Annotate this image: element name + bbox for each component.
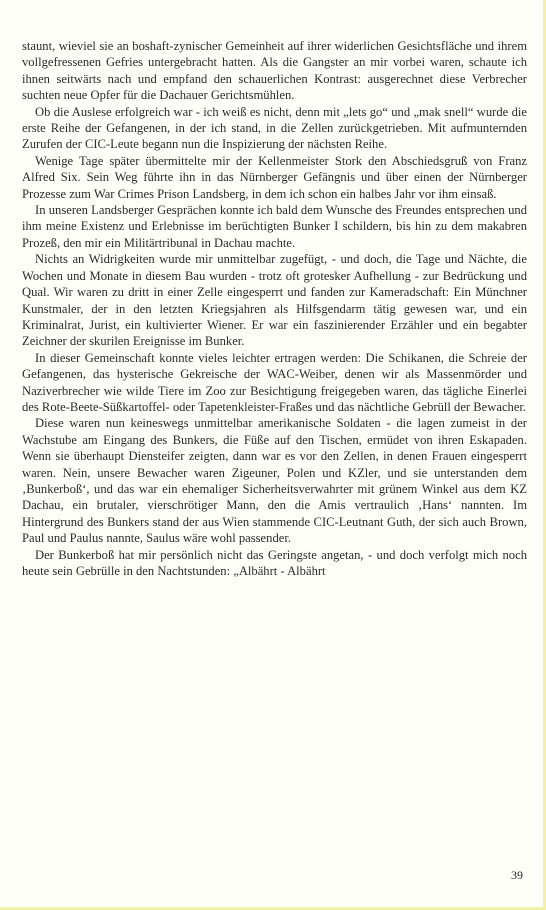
paragraph-7: Diese waren nun keineswegs unmittelbar amerikanische Soldaten - die lagen zumeist in der Wachstube am Eingang des Bunkers, die Füße auf den Tischen, ermüdet von ihren Eskapaden. Wenn sie überhaupt Diensteifer zeigten, dann war es vor den Zellen, in denen Frauen eingesperrt waren. Nein, unsere Bewacher waren Zigeuner, Polen und KZler, und sie unterstanden dem ‚Bunkerboß‘, und das war ein ehemaliger Sicherheitsverwahrter mit grünem Winkel aus dem KZ Dachau, ein brutaler, vierschrötiger Mann, den die Amis vertraulich ‚Hans‘ nannten. Im Hintergrund des Bunkers stand der aus Wien stammende CIC-Leutnant Guth, der sich auch Brown, Paul und Paulus nannte, Saulus wäre wohl passender. (22, 416, 527, 546)
body-text (22, 38, 527, 579)
paragraph-3: Wenige Tage später übermittelte mir der Kellenmeister Stork den Abschiedsgruß von Franz Alfred Six. Sein Weg führte ihn in das Nürnberger Gefängnis und über einen der Nürnberger Prozesse zum War Crimes Prison Landsberg, in dem ich schon ein halbes Jahr vor ihm einsaß. (22, 153, 527, 201)
paragraph-6: In dieser Gemeinschaft konnte vieles leichter ertragen werden: Die Schikanen, die Schreie der Gefangenen, das hysterische Gekreische der WAC-Weiber, denen wir als Massenmörder und Naziverbrecher wie wilde Tiere im Zoo zur Besichtigung freigegeben waren, das tägliche Einerlei des Rote-Beete-Süßkartoffel- oder Tapetenkleister-Fraßes und das nächtliche Gebrüll der Bewacher. (22, 350, 527, 414)
paragraph-5: Nichts an Widrigkeiten wurde mir unmittelbar zugefügt, - und doch, die Tage und Nächte, die Wochen und Monate in diesem Bau wurden - trotz oft grotesker Aufhellung - zur Bedrückung und Qual. Wir waren zu dritt in einer Zelle eingesperrt und fanden zur Kameradschaft: Ein Münchner Kunstmaler, der in den letzten Kriegsjahren als Hilfsgendarm tätig gewesen war, und ein Kriminalrat, Jurist, ein kultivierter Wiener. Er war ein faszinierender Erzähler und ein begabter Zeichner der skurilen Ereignisse im Bunker. (22, 252, 527, 349)
paragraph-8: Der Bunkerboß hat mir persönlich nicht das Geringste angetan, - und doch verfolgt mich noch heute sein Gebrülle in den Nachtstunden: „Albährt - Albährt (22, 547, 527, 578)
paragraph-4: In unseren Landsberger Gesprächen konnte ich bald dem Wunsche des Freundes entsprechen und ihm meine Existenz und Erlebnisse im berüchtigten Bunker I schildern, bis hin zu dem makabren Prozeß, den mir ein Militärtribunal in Dachau machte. (22, 203, 527, 250)
page-number: 39 (511, 868, 523, 882)
paragraph-2: Ob die Auslese erfolgreich war - ich weiß es nicht, denn mit „lets go“ und „mak snell“ wurde die erste Reihe der Gefangenen, in der ich stand, in die Zellen zurückgetrieben. Mit aufmunternden Zurufen der CIC-Leute begann nun die Inspizierung der nächsten Reihe. (22, 104, 527, 152)
paragraph-1: staunt, wieviel sie an boshaft-zynischer Gemeinheit auf ihrer widerlichen Gesichtsfläche und ihrem vollgefressenen Gefries untergebracht hatten. Als die Gangster an mir vorbei waren, schaute ich ihnen seitwärts nach und empfand den schauerlichen Kontrast: ausgerechnet diese Verbrecher suchten neue Opfer für die Dachauer Gerichtsmühlen. (22, 39, 527, 103)
